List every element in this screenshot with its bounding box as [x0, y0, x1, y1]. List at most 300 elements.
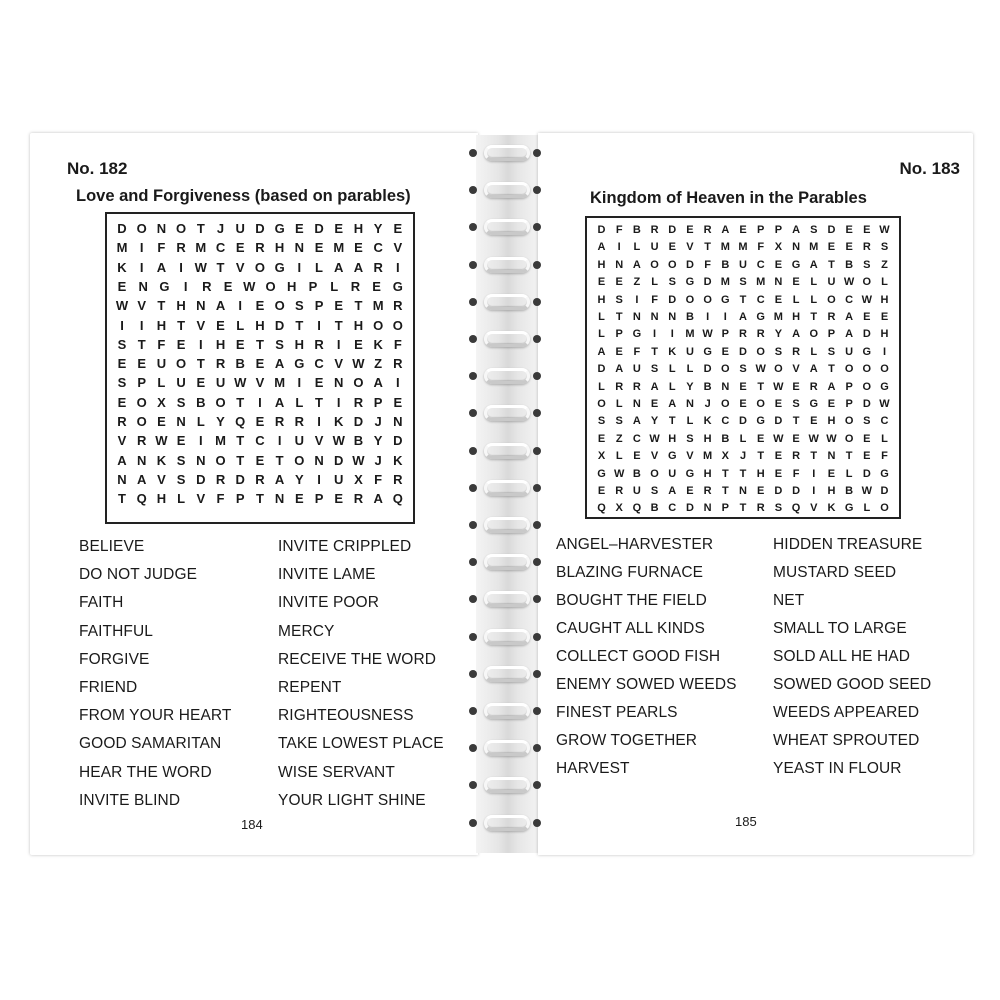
- grid-letter: O: [373, 317, 384, 333]
- grid-letter: E: [255, 356, 265, 372]
- grid-letter: H: [353, 317, 364, 333]
- grid-letter: W: [826, 432, 837, 445]
- grid-letter: D: [393, 433, 403, 449]
- grid-letter: S: [650, 363, 659, 376]
- grid-letter: V: [393, 240, 403, 256]
- grid-letter: A: [632, 258, 641, 271]
- grid-row: [114, 260, 406, 275]
- word-list-item: FORGIVE: [79, 650, 150, 668]
- grid-letter: S: [117, 375, 127, 391]
- grid-letter: A: [597, 241, 606, 254]
- grid-row: [594, 485, 892, 497]
- grid-letter: G: [809, 398, 819, 410]
- grid-letter: E: [739, 398, 747, 410]
- grid-letter: A: [845, 311, 854, 323]
- grid-letter: T: [216, 259, 225, 275]
- grid-letter: P: [314, 298, 324, 314]
- grid-letter: N: [156, 221, 167, 236]
- grid-letter: Y: [373, 221, 383, 236]
- grid-letter: E: [314, 240, 324, 256]
- word-list-item: YEAST IN FLOUR: [773, 760, 902, 777]
- word-list-item: INVITE POOR: [278, 594, 380, 612]
- binding-hole: [469, 447, 477, 455]
- grid-row: [594, 415, 892, 427]
- grid-letter: W: [115, 298, 129, 314]
- grid-letter: I: [179, 259, 183, 275]
- grid-letter: L: [633, 241, 641, 254]
- grid-letter: D: [739, 345, 747, 358]
- grid-letter: D: [774, 415, 783, 428]
- grid-letter: W: [613, 467, 625, 480]
- grid-letter: K: [334, 414, 344, 429]
- binding-hole: [469, 819, 477, 827]
- grid-letter: A: [117, 452, 127, 468]
- grid-letter: E: [597, 276, 606, 289]
- grid-letter: C: [668, 502, 677, 515]
- grid-row: [594, 433, 892, 445]
- binding-hole: [533, 670, 541, 678]
- grid-letter: Y: [216, 414, 225, 429]
- grid-letter: R: [862, 241, 871, 254]
- grid-letter: T: [757, 450, 765, 463]
- grid-letter: D: [739, 415, 747, 428]
- grid-letter: L: [615, 398, 623, 410]
- grid-letter: O: [721, 363, 730, 376]
- grid-letter: T: [255, 491, 264, 507]
- grid-letter: T: [334, 317, 343, 333]
- grid-letter: E: [792, 432, 800, 445]
- grid-letter: N: [685, 398, 694, 410]
- word-list-item: FINEST PEARLS: [556, 704, 678, 721]
- grid-letter: B: [703, 380, 712, 393]
- grid-row: [114, 318, 406, 333]
- grid-letter: M: [720, 276, 730, 289]
- spiral-coil: [484, 591, 530, 607]
- grid-letter: H: [880, 293, 889, 306]
- grid-letter: Z: [615, 432, 623, 445]
- grid-letter: C: [756, 293, 765, 306]
- grid-letter: E: [294, 221, 304, 236]
- grid-letter: S: [176, 452, 186, 468]
- grid-letter: R: [137, 433, 147, 449]
- grid-letter: M: [195, 240, 207, 256]
- grid-letter: T: [828, 363, 835, 376]
- grid-letter: D: [862, 328, 871, 341]
- word-list-item: GROW TOGETHER: [556, 732, 698, 749]
- grid-letter: R: [393, 356, 403, 372]
- grid-letter: A: [597, 345, 606, 358]
- grid-letter: B: [845, 258, 854, 271]
- grid-letter: F: [704, 258, 711, 271]
- grid-row: [114, 472, 406, 487]
- grid-letter: E: [845, 241, 853, 254]
- grid-letter: X: [597, 450, 606, 463]
- word-list-item: HEAR THE WORD: [79, 763, 212, 781]
- grid-letter: E: [372, 278, 381, 294]
- grid-letter: Z: [633, 276, 641, 289]
- grid-letter: W: [808, 432, 819, 445]
- spiral-coil: [484, 368, 530, 384]
- grid-letter: L: [615, 450, 623, 463]
- grid-letter: I: [199, 433, 203, 449]
- grid-letter: U: [215, 375, 226, 391]
- grid-letter: P: [774, 224, 783, 236]
- grid-letter: G: [632, 328, 642, 341]
- grid-letter: I: [653, 328, 657, 341]
- left-puzzle-number: No. 182: [67, 159, 128, 178]
- grid-letter: D: [827, 224, 836, 236]
- grid-letter: R: [294, 414, 305, 429]
- grid-letter: E: [633, 450, 641, 463]
- binding-hole: [469, 633, 477, 641]
- word-list-item: COLLECT GOOD FISH: [556, 648, 721, 665]
- grid-letter: G: [685, 276, 695, 289]
- grid-letter: O: [136, 414, 147, 429]
- grid-letter: U: [334, 471, 344, 487]
- grid-letter: A: [373, 491, 383, 507]
- grid-letter: I: [139, 317, 144, 333]
- binding-hole: [469, 261, 477, 269]
- grid-letter: W: [773, 432, 784, 445]
- grid-letter: U: [827, 276, 836, 289]
- word-list-item: DO NOT JUDGE: [79, 566, 198, 584]
- grid-row: [594, 363, 892, 375]
- grid-letter: A: [373, 375, 383, 391]
- grid-letter: C: [255, 433, 265, 449]
- grid-letter: I: [258, 394, 262, 410]
- grid-letter: E: [863, 432, 871, 445]
- grid-letter: J: [739, 450, 747, 463]
- left-page: [30, 133, 478, 855]
- grid-letter: V: [117, 433, 127, 449]
- grid-letter: V: [255, 375, 265, 391]
- binding-hole: [533, 298, 541, 306]
- grid-letter: F: [393, 336, 402, 352]
- grid-letter: E: [774, 258, 783, 271]
- grid-letter: T: [651, 345, 658, 358]
- grid-letter: F: [651, 293, 658, 306]
- grid-letter: F: [881, 450, 888, 463]
- grid-letter: D: [774, 485, 783, 497]
- grid-letter: E: [597, 432, 606, 445]
- grid-letter: I: [635, 293, 639, 306]
- grid-letter: N: [703, 502, 712, 515]
- grid-letter: G: [685, 467, 695, 480]
- grid-letter: E: [615, 345, 623, 358]
- grid-letter: N: [196, 452, 206, 468]
- grid-letter: W: [879, 224, 890, 236]
- grid-letter: I: [317, 471, 321, 487]
- grid-row: [114, 491, 406, 506]
- grid-letter: E: [393, 221, 403, 236]
- spiral-coil: [484, 294, 530, 310]
- grid-letter: W: [332, 433, 345, 449]
- grid-letter: S: [863, 415, 871, 428]
- grid-letter: U: [632, 485, 641, 497]
- grid-letter: A: [353, 259, 364, 275]
- grid-letter: G: [791, 258, 801, 271]
- grid-letter: I: [238, 298, 243, 314]
- spiral-coil: [484, 405, 530, 421]
- grid-letter: I: [297, 259, 302, 275]
- grid-letter: T: [354, 298, 363, 314]
- grid-letter: N: [196, 298, 206, 314]
- spiral-coil: [484, 257, 530, 273]
- grid-letter: Q: [632, 502, 642, 515]
- grid-letter: C: [632, 432, 641, 445]
- grid-letter: H: [827, 485, 836, 497]
- binding-hole: [533, 707, 541, 715]
- grid-letter: U: [176, 375, 186, 391]
- grid-letter: O: [650, 467, 659, 480]
- grid-letter: E: [354, 336, 363, 352]
- word-list-item: FAITHFUL: [79, 622, 154, 640]
- grid-letter: D: [117, 221, 127, 236]
- word-list-item: SOWED GOOD SEED: [773, 676, 932, 693]
- grid-letter: R: [176, 240, 186, 256]
- grid-letter: I: [723, 311, 727, 323]
- grid-letter: R: [615, 380, 624, 393]
- grid-letter: K: [827, 502, 836, 515]
- grid-letter: R: [792, 450, 801, 463]
- grid-letter: I: [336, 394, 341, 410]
- grid-letter: U: [235, 221, 245, 236]
- grid-letter: A: [845, 328, 854, 341]
- grid-letter: T: [828, 258, 835, 271]
- grid-letter: E: [216, 317, 225, 333]
- grid-letter: T: [704, 241, 711, 254]
- grid-letter: E: [294, 491, 304, 507]
- grid-letter: T: [845, 450, 853, 463]
- grid-letter: L: [881, 276, 888, 289]
- binding-hole: [469, 521, 477, 529]
- grid-letter: N: [176, 414, 186, 429]
- grid-letter: O: [136, 221, 147, 236]
- grid-letter: T: [757, 380, 765, 393]
- grid-letter: N: [632, 311, 641, 323]
- grid-letter: E: [863, 450, 871, 463]
- grid-letter: E: [774, 450, 783, 463]
- grid-letter: B: [235, 356, 245, 372]
- grid-letter: O: [215, 452, 226, 468]
- grid-letter: V: [235, 259, 245, 275]
- grid-letter: O: [254, 259, 265, 275]
- grid-row: [114, 221, 406, 236]
- grid-letter: L: [739, 432, 747, 445]
- grid-letter: Q: [235, 414, 246, 429]
- grid-letter: P: [845, 398, 853, 410]
- grid-letter: T: [295, 317, 304, 333]
- grid-letter: R: [353, 394, 364, 410]
- grid-letter: M: [215, 433, 226, 449]
- grid-letter: L: [598, 328, 605, 341]
- grid-letter: Y: [774, 328, 783, 341]
- grid-letter: E: [196, 375, 206, 391]
- grid-letter: F: [157, 240, 166, 256]
- spiral-coil: [484, 443, 530, 459]
- grid-letter: M: [703, 450, 713, 463]
- binding-hole: [469, 298, 477, 306]
- grid-letter: R: [274, 414, 285, 429]
- grid-letter: K: [373, 336, 383, 352]
- grid-letter: L: [651, 276, 658, 289]
- grid-row: [594, 468, 892, 480]
- grid-letter: T: [236, 394, 245, 410]
- grid-letter: M: [738, 241, 748, 254]
- grid-letter: T: [275, 452, 284, 468]
- grid-letter: F: [615, 224, 623, 236]
- grid-letter: N: [393, 414, 403, 429]
- word-list-item: FRIEND: [79, 679, 138, 696]
- grid-letter: H: [274, 240, 285, 256]
- grid-letter: D: [862, 398, 871, 410]
- binding-hole: [469, 149, 477, 157]
- grid-letter: S: [686, 432, 694, 445]
- grid-letter: I: [139, 240, 144, 256]
- grid-row: [594, 311, 892, 323]
- grid-letter: G: [159, 278, 170, 294]
- grid-letter: F: [216, 491, 225, 507]
- grid-letter: E: [334, 221, 344, 236]
- grid-letter: H: [792, 311, 801, 323]
- grid-letter: A: [274, 356, 285, 372]
- word-list-item: INVITE CRIPPLED: [278, 538, 412, 555]
- grid-letter: X: [721, 450, 729, 463]
- grid-letter: E: [255, 298, 265, 314]
- grid-letter: R: [615, 485, 624, 497]
- spiral-coil: [484, 629, 530, 645]
- grid-letter: B: [845, 485, 854, 497]
- grid-row: [594, 398, 892, 410]
- grid-letter: A: [792, 224, 801, 236]
- grid-letter: L: [598, 311, 605, 323]
- grid-letter: A: [739, 311, 747, 323]
- grid-row: [594, 294, 892, 306]
- grid-letter: T: [236, 452, 245, 468]
- grid-letter: O: [392, 317, 403, 333]
- grid-letter: U: [845, 345, 854, 358]
- grid-letter: C: [880, 415, 889, 428]
- grid-letter: V: [157, 471, 166, 487]
- grid-letter: A: [792, 328, 801, 341]
- grid-letter: D: [255, 221, 265, 236]
- grid-letter: Y: [373, 433, 383, 449]
- grid-letter: H: [756, 467, 765, 480]
- word-list-item: HARVEST: [556, 760, 630, 777]
- word-list-item: NET: [773, 592, 805, 609]
- grid-letter: W: [352, 356, 365, 372]
- grid-letter: R: [255, 240, 265, 256]
- grid-letter: E: [827, 467, 836, 480]
- grid-letter: E: [117, 356, 127, 372]
- grid-letter: R: [393, 298, 403, 314]
- grid-letter: R: [650, 224, 659, 236]
- grid-letter: P: [721, 502, 729, 515]
- grid-letter: H: [668, 432, 677, 445]
- grid-letter: C: [756, 258, 765, 271]
- grid-letter: R: [792, 345, 801, 358]
- grid-letter: T: [177, 317, 186, 333]
- grid-letter: L: [686, 363, 694, 376]
- grid-row: [594, 502, 892, 514]
- grid-row: [114, 356, 406, 371]
- grid-letter: E: [686, 485, 694, 497]
- right-puzzle-title: Kingdom of Heaven in the Parables: [590, 189, 867, 207]
- grid-letter: R: [393, 471, 403, 487]
- grid-letter: L: [315, 259, 323, 275]
- word-list-item: RECEIVE THE WORD: [278, 650, 437, 668]
- grid-row: [594, 224, 892, 236]
- word-list-item: FAITH: [79, 594, 124, 612]
- grid-letter: N: [615, 258, 624, 271]
- grid-letter: N: [792, 241, 801, 254]
- grid-letter: U: [294, 433, 305, 449]
- open-spiral-book: [30, 133, 973, 855]
- grid-letter: O: [862, 276, 872, 289]
- grid-letter: W: [649, 432, 660, 445]
- grid-letter: V: [650, 450, 659, 463]
- grid-letter: E: [792, 380, 800, 393]
- grid-letter: G: [880, 380, 889, 393]
- grid-letter: R: [703, 224, 712, 236]
- grid-letter: R: [756, 328, 765, 341]
- grid-letter: W: [861, 293, 872, 306]
- grid-letter: O: [756, 398, 765, 410]
- grid-letter: Y: [650, 415, 659, 428]
- grid-letter: T: [255, 336, 264, 352]
- grid-letter: O: [721, 398, 730, 410]
- grid-letter: E: [597, 485, 606, 497]
- grid-letter: S: [668, 276, 676, 289]
- grid-letter: E: [757, 432, 765, 445]
- grid-letter: X: [774, 241, 783, 254]
- grid-letter: E: [334, 298, 344, 314]
- grid-letter: T: [668, 415, 676, 428]
- grid-letter: E: [255, 452, 265, 468]
- left-puzzle-title: Love and Forgiveness (based on parables): [76, 187, 411, 205]
- grid-letter: T: [236, 433, 245, 449]
- grid-letter: W: [194, 259, 207, 275]
- grid-letter: T: [810, 450, 818, 463]
- grid-letter: L: [810, 345, 818, 358]
- binding-hole: [533, 521, 541, 529]
- right-page: [538, 133, 973, 855]
- grid-row: [114, 414, 406, 429]
- grid-letter: I: [812, 467, 816, 480]
- grid-letter: E: [235, 240, 245, 256]
- grid-letter: D: [597, 224, 606, 236]
- grid-letter: R: [215, 356, 226, 372]
- grid-letter: I: [396, 375, 400, 391]
- grid-letter: R: [215, 471, 226, 487]
- grid-letter: O: [597, 398, 606, 410]
- grid-letter: M: [773, 311, 783, 323]
- grid-row: [114, 298, 406, 313]
- grid-letter: T: [739, 502, 747, 515]
- word-list-item: RIGHTEOUSNESS: [278, 707, 414, 725]
- spiral-coil: [484, 815, 530, 831]
- grid-letter: C: [373, 240, 383, 256]
- grid-letter: L: [330, 278, 339, 294]
- grid-letter: D: [196, 471, 206, 487]
- grid-letter: A: [650, 380, 659, 393]
- grid-letter: O: [844, 432, 854, 445]
- grid-letter: S: [597, 415, 606, 428]
- grid-letter: E: [176, 336, 186, 352]
- word-list-item: HIDDEN TREASURE: [773, 536, 923, 553]
- grid-letter: W: [352, 452, 365, 468]
- grid-letter: A: [615, 363, 624, 376]
